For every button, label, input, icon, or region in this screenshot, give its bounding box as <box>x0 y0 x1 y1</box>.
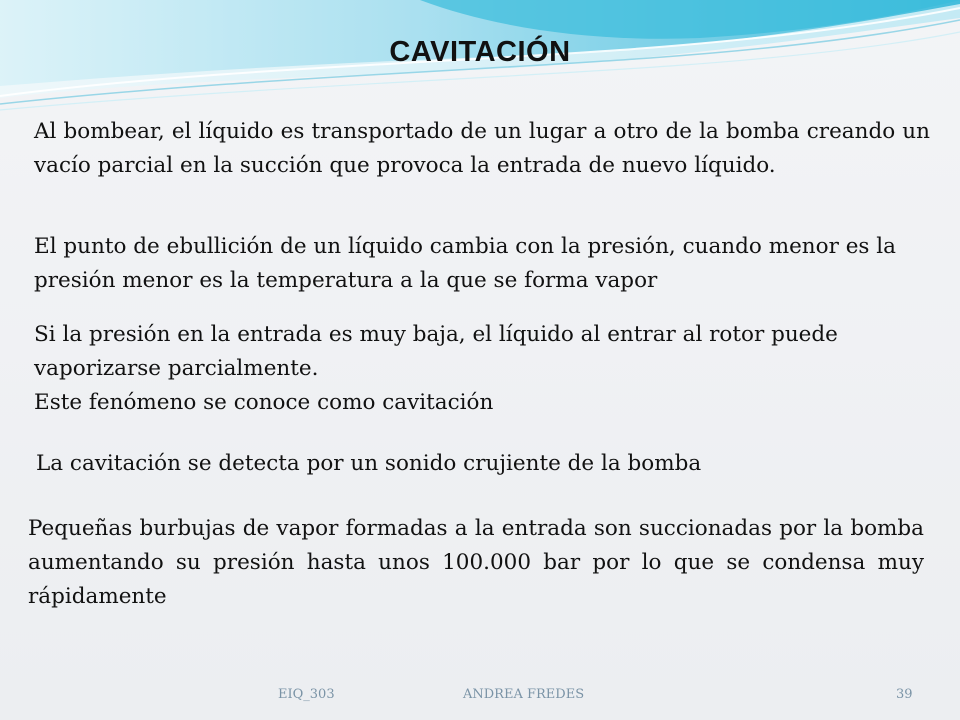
footer-author: ANDREA FREDES <box>463 687 585 702</box>
paragraph-boiling-point: El punto de ebullición de un líquido cambia con la presión, cuando menor es la presión menor es la temperatura a la que se forma vapor <box>34 234 896 293</box>
paragraph-phenomenon: Este fenómeno se conoce como cavitación <box>34 390 494 415</box>
paragraph-pumping: Al bombear, el líquido es transportado de un lugar a otro de la bomba creando un vacío parcial en la succión que provoca la entrada de nuevo líquido. <box>34 119 930 178</box>
paragraph-detection: La cavitación se detecta por un sonido crujiente de la bomba <box>36 451 702 476</box>
footer-course-code: EIQ_303 <box>278 687 335 702</box>
paragraph-bubbles: Pequeñas burbujas de vapor formadas a la entrada son succionadas por la bomba aumentando su presión hasta unos 100.000 bar por lo que se condensa muy rápidamente <box>28 516 924 609</box>
paragraph-low-pressure: Si la presión en la entrada es muy baja, el líquido al entrar al rotor puede vaporizarse parcialmente. <box>34 322 838 381</box>
footer-page-number: 39 <box>896 687 913 702</box>
slide-title: CAVITACIÓN <box>389 36 571 68</box>
